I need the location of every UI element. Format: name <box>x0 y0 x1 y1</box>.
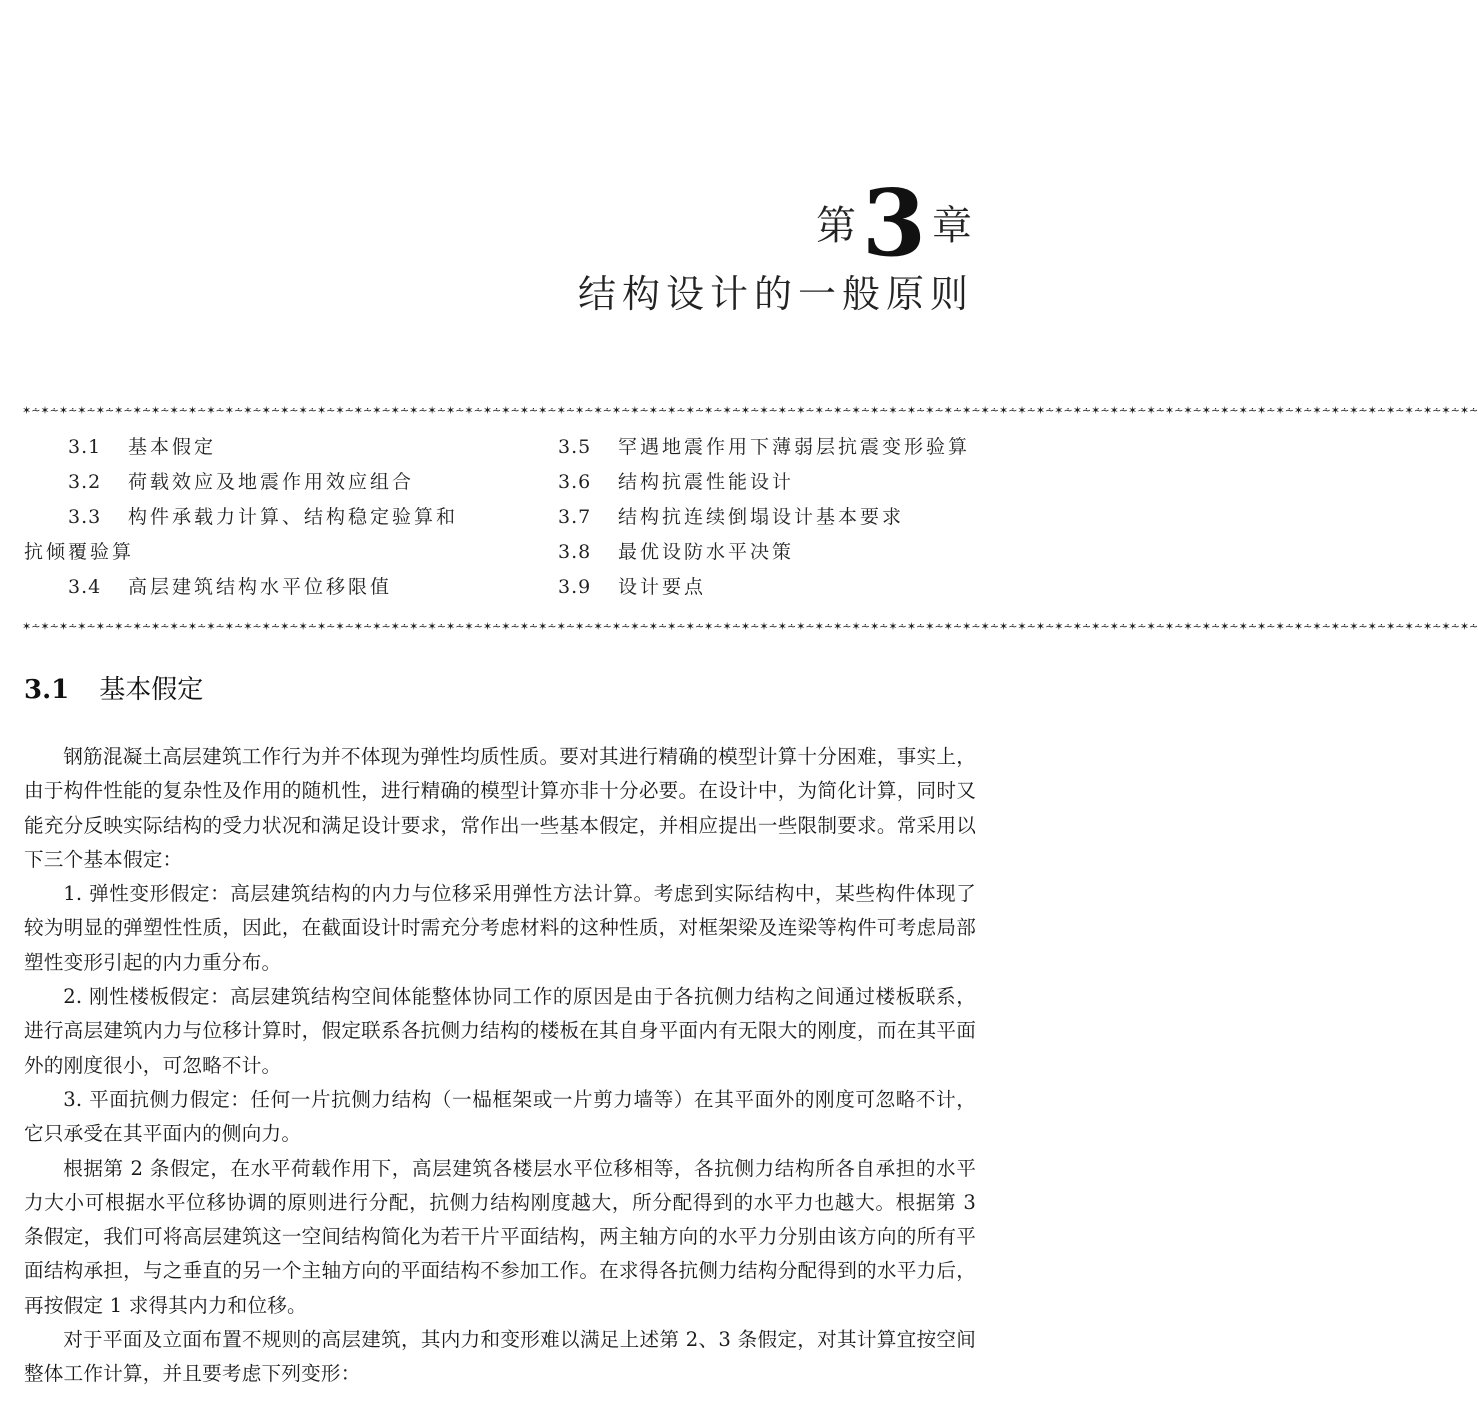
ornament-border-bottom: ✶⩪✶⩪✶⩪✶⩪✶⩪✶⩪✶⩪✶⩪✶⩪✶⩪✶⩪✶⩪✶⩪✶⩪✶⩪✶⩪✶⩪✶⩪✶⩪✶⩪✶⩪✶⩪✶⩪✶⩪✶⩪✶⩪✶⩪✶⩪✶⩪✶⩪✶⩪✶⩪✶⩪✶⩪✶⩪✶⩪✶⩪✶⩪✶⩪✶⩪✶⩪✶⩪✶⩪✶⩪✶⩪✶⩪✶⩪✶⩪✶⩪✶⩪✶⩪✶⩪✶⩪✶⩪✶⩪✶⩪✶⩪✶⩪✶⩪✶⩪✶⩪✶⩪✶⩪✶⩪✶⩪✶⩪✶⩪✶⩪✶⩪✶⩪✶⩪✶⩪✶⩪✶⩪✶⩪✶⩪✶⩪✶⩪✶⩪ <box>22 620 1478 633</box>
paragraph: 2. 刚性楼板假定：高层建筑结构空间体能整体协同工作的原因是由于各抗侧力结构之间通过楼板联系，进行高层建筑内力与位移计算时，假定联系各抗侧力结构的楼板在其自身平面内有无限大的刚度，而在其平面外的刚度很小，可忽略不计。 <box>24 985 976 1077</box>
toc-item <box>68 465 414 499</box>
toc-item-number: 3.7 <box>558 506 592 528</box>
toc-item-number: 3.4 <box>68 576 102 598</box>
toc-item-label: 结构抗震性能设计 <box>618 471 795 493</box>
toc-item-label: 基本假定 <box>128 436 217 458</box>
section-heading <box>24 672 203 708</box>
toc-item-number: 3.9 <box>558 576 592 598</box>
toc-item-label: 结构抗连续倒塌设计基本要求 <box>618 506 905 528</box>
toc-item-number: 3.2 <box>68 471 102 493</box>
toc-item-label: 最优设防水平决策 <box>618 541 795 563</box>
toc-item <box>558 500 904 534</box>
section-number: 3.1 <box>24 675 70 705</box>
toc-item-label: 高层建筑结构水平位移限值 <box>128 576 393 598</box>
toc-item-number: 3.6 <box>558 471 592 493</box>
toc-item-label: 荷载效应及地震作用效应组合 <box>128 471 415 493</box>
toc-item-number: 3.5 <box>558 436 592 458</box>
ornament-border-top: ✶⩪✶⩪✶⩪✶⩪✶⩪✶⩪✶⩪✶⩪✶⩪✶⩪✶⩪✶⩪✶⩪✶⩪✶⩪✶⩪✶⩪✶⩪✶⩪✶⩪✶⩪✶⩪✶⩪✶⩪✶⩪✶⩪✶⩪✶⩪✶⩪✶⩪✶⩪✶⩪✶⩪✶⩪✶⩪✶⩪✶⩪✶⩪✶⩪✶⩪✶⩪✶⩪✶⩪✶⩪✶⩪✶⩪✶⩪✶⩪✶⩪✶⩪✶⩪✶⩪✶⩪✶⩪✶⩪✶⩪✶⩪✶⩪✶⩪✶⩪✶⩪✶⩪✶⩪✶⩪✶⩪✶⩪✶⩪✶⩪✶⩪✶⩪✶⩪✶⩪✶⩪✶⩪✶⩪✶⩪✶⩪✶⩪✶⩪ <box>22 404 1478 417</box>
toc-item <box>68 500 458 534</box>
chapter-heading <box>815 169 972 277</box>
toc-item <box>558 535 794 569</box>
toc-item-label: 抗倾覆验算 <box>24 541 135 563</box>
section-title: 基本假定 <box>99 675 204 705</box>
body-text <box>24 740 976 1392</box>
toc-item <box>68 570 392 604</box>
chapter-title: 结构设计的一般原则 <box>577 272 974 316</box>
paragraph: 根据第 2 条假定，在水平荷载作用下，高层建筑各楼层水平位移相等，各抗侧力结构所各自承担的水平力大小可根据水平位移协调的原则进行分配，抗侧力结构刚度越大，所分配得到的水平力也越大。根据第 3 条假定，我们可将高层建筑这一空间结构简化为若干片平面结构，两主轴方向的水平力分别由该方向的所有平面结构承担，与之垂直的另一个主轴方向的平面结构不参加工作。在求得各抗侧力结构分配得到的水平力后，再按假定 1 求得其内力和位移。 <box>24 1156 976 1317</box>
toc-item-number: 3.1 <box>68 436 102 458</box>
chapter-number: 3 <box>861 169 926 277</box>
paragraph: 1. 弹性变形假定：高层建筑结构的内力与位移采用弹性方法计算。考虑到实际结构中，某些构件体现了较为明显的弹塑性性质，因此，在截面设计时需充分考虑材料的这种性质，对框架梁及连梁等构件可考虑局部塑性变形引起的内力重分布。 <box>24 882 976 974</box>
chapter-contents <box>24 430 978 610</box>
toc-item-label: 罕遇地震作用下薄弱层抗震变形验算 <box>618 436 971 458</box>
chapter-prefix: 第 <box>815 203 856 249</box>
toc-item <box>558 465 794 499</box>
toc-item-label: 构件承载力计算、结构稳定验算和 <box>128 506 459 528</box>
paragraph: 对于平面及立面布置不规则的高层建筑，其内力和变形难以满足上述第 2、3 条假定，对其计算宜按空间整体工作计算，并且要考虑下列变形： <box>24 1328 976 1386</box>
toc-item <box>558 570 706 604</box>
toc-item-number: 3.3 <box>68 506 102 528</box>
chapter-suffix: 章 <box>932 203 972 249</box>
toc-item-number: 3.8 <box>558 541 592 563</box>
toc-item-continuation <box>24 535 134 569</box>
toc-item-label: 设计要点 <box>618 576 707 598</box>
paragraph: 3. 平面抗侧力假定：任何一片抗侧力结构（一榀框架或一片剪力墙等）在其平面外的刚度可忽略不计，它只承受在其平面内的侧向力。 <box>24 1087 976 1146</box>
toc-item <box>558 430 970 464</box>
paragraph: 钢筋混凝土高层建筑工作行为并不体现为弹性均质性质。要对其进行精确的模型计算十分困难，事实上，由于构件性能的复杂性及作用的随机性，进行精确的模型计算亦非十分必要。在设计中，为简化计算，同时又能充分反映实际结构的受力状况和满足设计要求，常作出一些基本假定，并相应提出一些限制要求。常采用以下三个基本假定： <box>24 745 976 871</box>
toc-item <box>68 430 216 464</box>
